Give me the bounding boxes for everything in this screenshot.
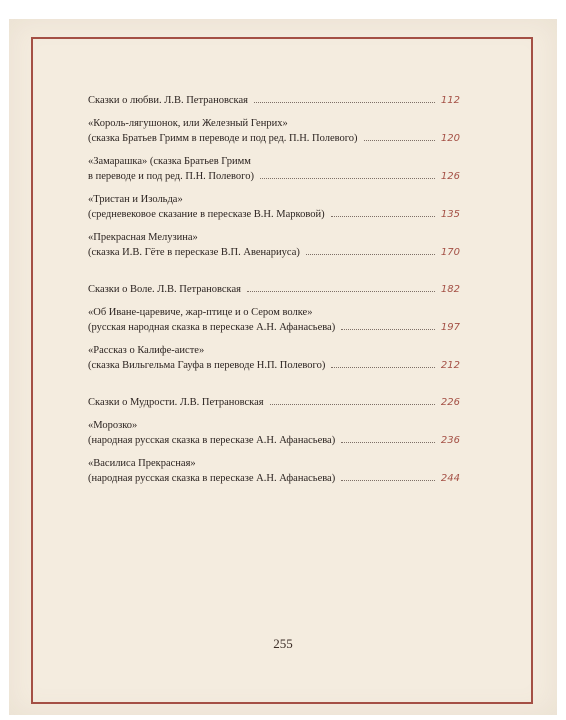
toc-entry-line: [88, 116, 460, 131]
dot-leader: [364, 131, 435, 141]
toc-entry-text: Сказки о Воле. Л.В. Петрановская: [88, 284, 241, 295]
toc-entry-text: «Замарашка» (сказка Братьев Гримм: [88, 156, 251, 167]
toc-entry: [88, 343, 460, 373]
dot-leader: [260, 169, 435, 179]
dot-leader: [247, 282, 435, 292]
dot-leader: [331, 358, 435, 368]
toc-entry: [88, 192, 460, 222]
table-of-contents: [88, 93, 460, 494]
toc-entry-line: [88, 154, 460, 169]
toc-entry-line: [88, 282, 460, 297]
toc-entry-line: [88, 207, 460, 222]
toc-section: [88, 282, 460, 373]
dot-leader: [341, 320, 435, 330]
toc-entry-line: [88, 305, 460, 320]
toc-page-number: 226: [440, 397, 460, 408]
toc-entry-line: [88, 456, 460, 471]
toc-page-number: 170: [440, 247, 460, 258]
toc-entry-text: (средневековое сказание в пересказе В.Н. Марковой): [88, 209, 325, 220]
toc-page-number: 197: [440, 322, 460, 333]
toc-entry-line: [88, 230, 460, 245]
toc-entry-line: [88, 343, 460, 358]
toc-entry: [88, 456, 460, 486]
toc-entry-line: [88, 358, 460, 373]
toc-entry-text: «Морозко»: [88, 420, 138, 431]
toc-entry-line: [88, 418, 460, 433]
toc-page-number: 236: [440, 435, 460, 446]
toc-entry: [88, 93, 460, 108]
toc-entry-line: [88, 131, 460, 146]
toc-entry-line: [88, 395, 460, 410]
dot-leader: [254, 93, 435, 103]
toc-page-number: 120: [440, 133, 460, 144]
dot-leader: [270, 395, 435, 405]
toc-entry-text: «Тристан и Изольда»: [88, 194, 183, 205]
toc-entry: [88, 116, 460, 146]
toc-entry-line: [88, 433, 460, 448]
toc-section: [88, 395, 460, 486]
toc-entry-text: (сказка Вильгельма Гауфа в переводе Н.П. Полевого): [88, 360, 326, 371]
toc-entry: [88, 230, 460, 260]
toc-entry-text: «Василиса Прекрасная»: [88, 458, 196, 469]
dot-leader: [341, 471, 435, 481]
toc-entry-text: (русская народная сказка в пересказе А.Н. Афанасьева): [88, 322, 336, 333]
toc-entry-line: [88, 245, 460, 260]
toc-entry-text: «Прекрасная Мелузина»: [88, 232, 198, 243]
toc-entry-line: [88, 93, 460, 108]
toc-entry-text: «Король-лягушонок, или Железный Генрих»: [88, 118, 288, 129]
toc-entry-line: [88, 320, 460, 335]
toc-entry-line: [88, 169, 460, 184]
toc-section: [88, 93, 460, 260]
page-number: 255: [273, 636, 293, 651]
toc-entry-line: [88, 192, 460, 207]
dot-leader: [306, 245, 435, 255]
toc-entry-text: в переводе и под ред. П.Н. Полевого): [88, 171, 254, 182]
toc-entry-text: (сказка Братьев Гримм в переводе и под ред. П.Н. Полевого): [88, 133, 358, 144]
toc-entry: [88, 282, 460, 297]
toc-entry: [88, 305, 460, 335]
toc-page-number: 182: [440, 284, 460, 295]
toc-page-number: 244: [440, 473, 460, 484]
toc-entry-text: Сказки о Мудрости. Л.В. Петрановская: [88, 397, 264, 408]
dot-leader: [331, 207, 435, 217]
toc-entry: [88, 154, 460, 184]
toc-entry-text: (сказка И.В. Гёте в пересказе В.П. Авенариуса): [88, 247, 300, 258]
toc-entry: [88, 395, 460, 410]
toc-entry-text: «Об Иване-царевиче, жар-птице и о Сером волке»: [88, 307, 313, 318]
toc-page-number: 126: [440, 171, 460, 182]
toc-page-number: 135: [440, 209, 460, 220]
toc-entry: [88, 418, 460, 448]
toc-page-number: 212: [440, 360, 460, 371]
toc-entry-text: (народная русская сказка в пересказе А.Н. Афанасьева): [88, 435, 336, 446]
toc-page-number: 112: [440, 95, 460, 106]
toc-entry-line: [88, 471, 460, 486]
toc-entry-text: «Рассказ о Калифе-аисте»: [88, 345, 205, 356]
dot-leader: [341, 433, 435, 443]
toc-entry-text: Сказки о любви. Л.В. Петрановская: [88, 95, 248, 106]
toc-entry-text: (народная русская сказка в пересказе А.Н. Афанасьева): [88, 473, 336, 484]
